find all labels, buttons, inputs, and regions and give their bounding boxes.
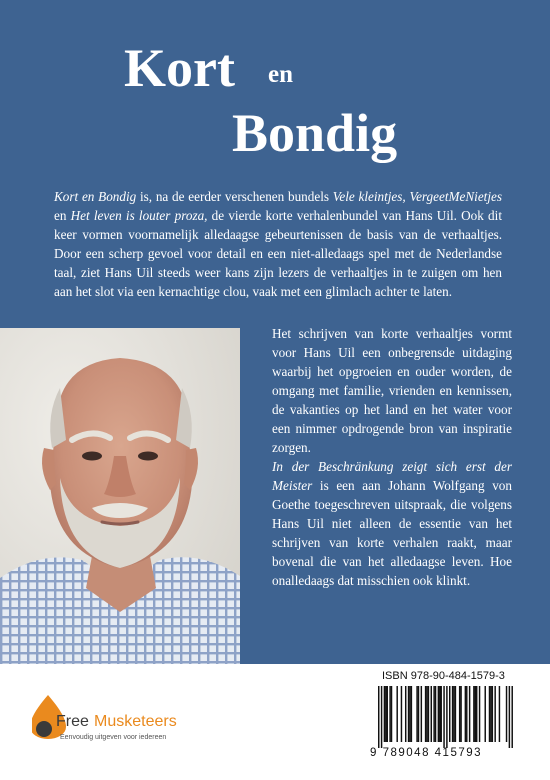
publisher-name-musketeers: Musketeers: [94, 713, 177, 730]
barcode-bar: [453, 686, 454, 742]
barcode-bar: [435, 686, 436, 742]
barcode-bar: [428, 686, 429, 742]
body-text: [272, 324, 512, 590]
intro-earlier-titles: Vele kleintjes, VergeetMeNietjes: [332, 189, 502, 204]
barcode-bar: [511, 686, 512, 748]
barcode-bar: [485, 686, 486, 742]
barcode-bar: [378, 686, 379, 748]
barcode-bar: [418, 686, 419, 742]
barcode-bar: [466, 686, 467, 742]
barcode-bar: [465, 686, 466, 742]
barcode-bar: [396, 686, 397, 742]
barcode-bar: [411, 686, 412, 742]
barcode-bar: [499, 686, 500, 742]
barcode-bar: [431, 686, 432, 742]
barcode-bar: [452, 686, 453, 742]
barcode-bar: [389, 686, 390, 742]
title-word-kort: Kort: [124, 38, 235, 98]
barcode-bar: [426, 686, 427, 742]
publisher-tagline: Eenvoudig uitgeven voor iedereen: [60, 734, 167, 741]
intro-paragraph: [54, 187, 502, 301]
barcode-bar: [506, 686, 507, 742]
barcode-bar: [425, 686, 426, 742]
barcode-bar: [489, 686, 490, 742]
intro-book-title: Kort en Bondig: [54, 189, 137, 204]
barcode-bar: [387, 686, 388, 742]
title-word-en: en: [268, 61, 293, 88]
barcode-bar: [416, 686, 417, 742]
barcode-bar: [460, 686, 461, 742]
body-paragraph-2: [272, 457, 512, 590]
body-paragraph-2-text: is een aan Johann Wolfgang von Goethe toegeschreven uitspraak, die volgens Hans Uil niet alleen de essentie van het schrijven van korte verhalen raakt, maar bovenal die van het alledaagse leven. Hoe onalledaags dat misschien ook klinkt.: [272, 478, 512, 588]
barcode-bar: [440, 686, 441, 742]
barcode-bar: [446, 686, 447, 748]
goethe-quote: In der Beschränkung zeigt sich erst der Meister: [272, 459, 512, 493]
publisher-name-free: Free: [56, 713, 89, 730]
barcode-bar: [438, 686, 439, 742]
barcode-bar: [509, 686, 510, 748]
isbn-label: ISBN 978-90-484-1579-3: [382, 670, 505, 682]
barcode-bar: [494, 686, 495, 742]
intro-text-1: is, na de eerder verschenen bundels: [136, 189, 333, 204]
barcode-bar: [381, 686, 382, 748]
barcode-bar: [475, 686, 476, 742]
barcode: [378, 686, 520, 748]
barcode-bar: [384, 686, 385, 742]
barcode-bar: [476, 686, 477, 742]
intro-text-3: de vierde korte verhalenbundel van Hans Uil. Ook dit keer vormen voornamelijk alledaagse gebeurtenissen de basis van de verhaaltjes. Door een scherp gevoel voor detail en een niet-alledaags spel met de Nederlandse taal, ziet Hans Uil steeds weer kans zijn lezers de verhaaltjes in te zuigen om hen aan het slot via een kernachtige clou, vaak met een glimlach achter te laten.: [54, 208, 502, 299]
barcode-bar: [391, 686, 392, 742]
barcode-bar: [401, 686, 402, 742]
barcode-bar: [459, 686, 460, 742]
barcode-bar: [469, 686, 470, 742]
barcode-bar: [433, 686, 434, 742]
barcode-bar: [455, 686, 456, 742]
ean-digits: 9 789048 415793: [370, 747, 483, 759]
barcode-bar: [449, 686, 450, 742]
barcode-bar: [405, 686, 406, 742]
author-photo: [0, 328, 240, 664]
barcode-bar: [443, 686, 444, 748]
barcode-bar: [409, 686, 410, 742]
barcode-bar: [408, 686, 409, 742]
barcode-bar: [439, 686, 440, 742]
barcode-bar: [421, 686, 422, 742]
barcode-bar: [385, 686, 386, 742]
isbn-barcode-block: [368, 669, 528, 763]
intro-text-2: en: [54, 208, 71, 223]
intro-earlier-title-3: Het leven is louter proza,: [70, 208, 208, 223]
barcode-bar: [492, 686, 493, 742]
barcode-bar: [479, 686, 480, 742]
body-paragraph-1: Het schrijven van korte verhaaltjes vormt voor Hans Uil een onbegrensde uitdaging waarbij het opgroeien en ouder worden, de omgang met familie, vrienden en kennissen, de vakanties op het land en het water voor een nimmer opdrogende bron van inspiratie zorgen.: [272, 326, 512, 455]
publisher-logo: [32, 693, 222, 745]
title-word-bondig: Bondig: [232, 103, 398, 163]
barcode-bar: [490, 686, 491, 742]
barcode-bar: [473, 686, 474, 742]
